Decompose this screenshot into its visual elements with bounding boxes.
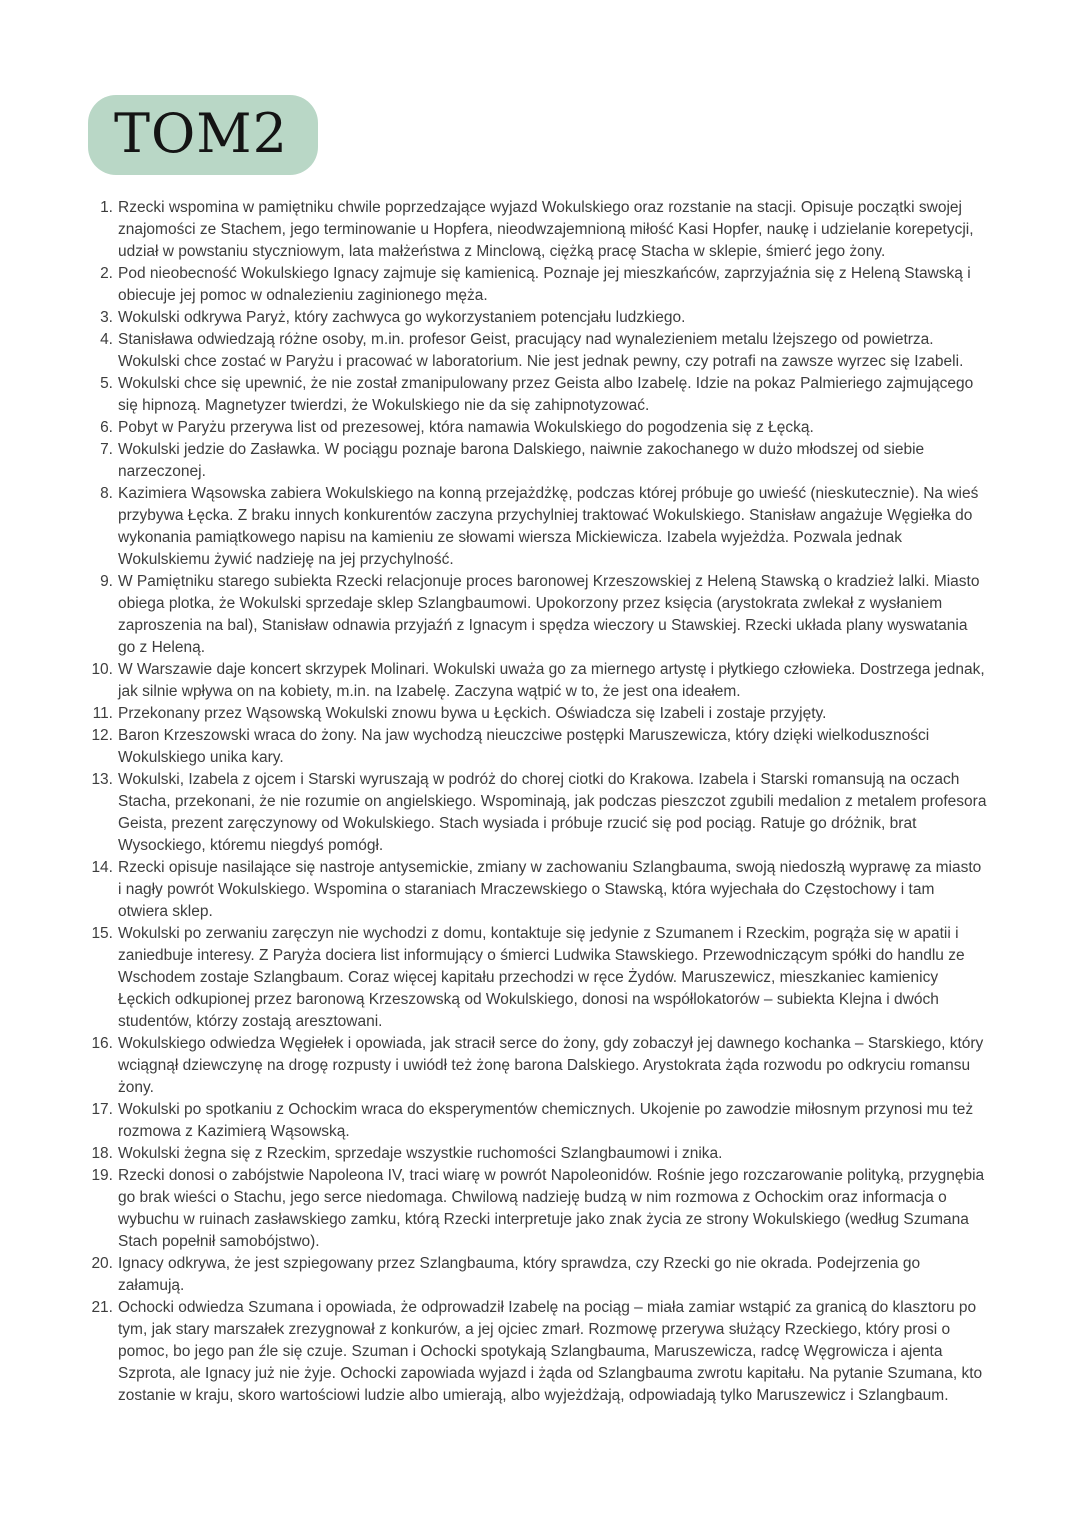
- item-number: 18.: [91, 1145, 113, 1162]
- list-item: [85, 1143, 988, 1165]
- item-number: 15.: [91, 925, 113, 942]
- list-item: [85, 769, 988, 857]
- list-item: [85, 307, 988, 329]
- item-number: 8.: [100, 485, 113, 502]
- item-number: 16.: [91, 1035, 113, 1052]
- item-text: Ochocki odwiedza Szumana i opowiada, że odprowadził Izabelę na pociąg – miała zamiar wstąpić za granicą do klasztoru po tym, jak stary marszałek zrezygnował z konkurów, a jej ojciec zmarł. Rozmowę przerywa służący Rzeckiego, który prosi o pomoc, bo jego pan źle się czuje. Szuman i Ochocki spotykają Szlangbauma, Maruszewicza, radcę Węgrowicza i ajenta Szprota, ale Ignacy już nie żyje. Ochocki zapowiada wyjazd i żąda od Szlangbauma zwrotu kapitału. Na pytanie Szumana, kto zostanie w kraju, skoro wartościowi ludzie albo umierają, albo wyjeżdżają, odpowiadają tylko Maruszewicz i Szlangbaum.: [118, 1299, 983, 1404]
- item-number: 9.: [100, 573, 113, 590]
- item-text: Rzecki donosi o zabójstwie Napoleona IV, traci wiarę w powrót Napoleonidów. Rośnie jego rozczarowanie polityką, przygnębia go brak wieści o Stachu, jego serce niedomaga. Chwilową nadzieję budzą w nim rozmowa z Ochockim oraz informacja o wybuchu w ruinach zasławskiego zamku, którą Rzecki interpretuje jako znak życia ze strony Wokulskiego (według Szumana Stach popełnił samobójstwo).: [118, 1167, 985, 1250]
- list-item: [85, 857, 988, 923]
- list-item: [85, 197, 988, 263]
- list-item: [85, 417, 988, 439]
- list-item: [85, 571, 988, 659]
- item-number: 3.: [100, 309, 113, 326]
- list-item: [85, 439, 988, 483]
- list-item: [85, 483, 988, 571]
- item-text: W Warszawie daje koncert skrzypek Molinari. Wokulski uważa go za miernego artystę i płytkiego człowieka. Dostrzega jednak, jak silnie wpływa on na kobiety, m.in. na Izabelę. Zaczyna wątpić w to, że jest ona ideałem.: [118, 661, 985, 700]
- item-text: Wokulski po spotkaniu z Ochockim wraca do eksperymentów chemicznych. Ukojenie po zawodzie miłosnym przynosi mu też rozmowa z Kazimierą Wąsowską.: [118, 1101, 974, 1140]
- item-number: 17.: [91, 1101, 113, 1118]
- item-text: Rzecki wspomina w pamiętniku chwile poprzedzające wyjazd Wokulskiego oraz rozstanie na stacji. Opisuje początki swojej znajomości ze Stachem, jego terminowanie u Hopfera, nieodwzajemnioną miłość Kasi Hopfer, naukę i udzielanie korepetycji, udział w powstaniu styczniowym, lata małżeństwa z Minclową, ciężką pracę Stacha w sklepie, śmierć jego żony.: [118, 199, 974, 260]
- item-text: Wokulski żegna się z Rzeckim, sprzedaje wszystkie ruchomości Szlangbaumowi i znika.: [118, 1145, 723, 1162]
- title-badge: [88, 95, 318, 175]
- list-item: [85, 329, 988, 373]
- list-item: [85, 373, 988, 417]
- item-number: 20.: [91, 1255, 113, 1272]
- list-item: [85, 659, 988, 703]
- item-text: Wokulski chce się upewnić, że nie został zmanipulowany przez Geista albo Izabelę. Idzie na pokaz Palmieriego zajmującego się hipnozą. Magnetyzer twierdzi, że Wokulskiego nie da się zahipnotyzować.: [118, 375, 974, 414]
- item-number: 2.: [100, 265, 113, 282]
- item-text: Wokulski po zerwaniu zaręczyn nie wychodzi z domu, kontaktuje się jedynie z Szumanem i Rzeckim, pogrąża się w apatii i zaniedbuje interesy. Z Paryża dociera list informujący o śmierci Ludwika Stawskiego. Przewodniczącym spółki do handlu ze Wschodem zostaje Szlangbaum. Coraz więcej kapitału przechodzi w ręce Żydów. Maruszewicz, mieszkaniec kamienicy Łęckich odkupionej przez baronową Krzeszowską od Wokulskiego, donosi na współlokatorów – subiekta Klejna i dwóch studentów, którzy zostają aresztowani.: [118, 925, 965, 1030]
- item-text: Wokulski, Izabela z ojcem i Starski wyruszają w podróż do chorej ciotki do Krakowa. Izabela i Starski romansują na oczach Stacha, przekonani, że nie rozumie on angielskiego. Wspominają, jak podczas pieszczot zgubili medalion z metalem profesora Geista, prezent zaręczynowy od Wokulskiego. Stach wysiada i próbuje rzucić się pod pociąg. Ratuje go dróżnik, brat Wysockiego, któremu niegdyś pomógł.: [118, 771, 987, 854]
- item-text: Rzecki opisuje nasilające się nastroje antysemickie, zmiany w zachowaniu Szlangbauma, swoją niedoszłą wyprawę za miasto i nagły powrót Wokulskiego. Wspomina o staraniach Mraczewskiego o Stawską, która wyjechała do Częstochowy i tam otwiera sklep.: [118, 859, 982, 920]
- item-text: Kazimiera Wąsowska zabiera Wokulskiego na konną przejażdżkę, podczas której próbuje go uwieść (nieskutecznie). Na wieś przybywa Łęcka. Z braku innych konkurentów zaczyna przychylniej traktować Wokulskiego. Stanisław angażuje Węgiełka do wykonania pamiątkowego napisu na kamieniu ze słowami wiersza Mickiewicza. Izabela wyjeżdża. Pozwala jednak Wokulskiemu żywić nadzieję na jej przychylność.: [118, 485, 979, 568]
- item-number: 10.: [91, 661, 113, 678]
- list-item: [85, 923, 988, 1033]
- list-item: [85, 703, 988, 725]
- page-title: TOM2: [114, 102, 288, 165]
- list-item: [85, 263, 988, 307]
- item-text: Wokulskiego odwiedza Węgiełek i opowiada, jak stracił serce do żony, gdy zobaczył jej dawnego kochanka – Starskiego, który wciągnął dziewczynę na drogę rozpusty i uwiódł też żonę barona Dalskiego. Arystokrata żąda rozwodu po odkryciu romansu żony.: [118, 1035, 984, 1096]
- item-text: Pod nieobecność Wokulskiego Ignacy zajmuje się kamienicą. Poznaje jej mieszkańców, zaprzyjaźnia się z Heleną Stawską i obiecuje jej pomoc w odnalezieniu zaginionego męża.: [118, 265, 971, 304]
- item-number: 11.: [92, 705, 113, 722]
- item-number: 12.: [91, 727, 113, 744]
- item-number: 4.: [100, 331, 113, 348]
- item-text: Przekonany przez Wąsowską Wokulski znowu bywa u Łęckich. Oświadcza się Izabeli i zostaje przyjęty.: [118, 705, 827, 722]
- item-number: 7.: [100, 441, 113, 458]
- list-item: [85, 1099, 988, 1143]
- item-text: Wokulski odkrywa Paryż, który zachwyca go wykorzystaniem potencjału ludzkiego.: [118, 309, 686, 326]
- list-item: [85, 725, 988, 769]
- list-item: [85, 1297, 988, 1407]
- summary-list: [85, 197, 988, 1407]
- item-text: Baron Krzeszowski wraca do żony. Na jaw wychodzą nieuczciwe postępki Maruszewicza, który dzięki wielkoduszności Wokulskiego unika kary.: [118, 727, 930, 766]
- item-text: Stanisława odwiedzają różne osoby, m.in. profesor Geist, pracujący nad wynalezieniem metalu lżejszego od powietrza. Wokulski chce zostać w Paryżu i pracować w laboratorium. Nie jest jednak pewny, czy potrafi na zawsze wyrzec się Izabeli.: [118, 331, 964, 370]
- item-text: W Pamiętniku starego subiekta Rzecki relacjonuje proces baronowej Krzeszowskiej z Heleną Stawską o kradzież lalki. Miasto obiega plotka, że Wokulski sprzedaje sklep Szlangbaumowi. Upokorzony przez księcia (arystokrata zwlekał z wysłaniem zaproszenia na bal), Stanisław odnawia przyjaźń z Ignacym i spędza wieczory u Stawskiej. Rzecki układa plany wyswatania go z Heleną.: [118, 573, 980, 656]
- item-number: 5.: [100, 375, 113, 392]
- item-number: 14.: [91, 859, 113, 876]
- list-item: [85, 1253, 988, 1297]
- item-number: 13.: [91, 771, 113, 788]
- list-item: [85, 1165, 988, 1253]
- item-number: 6.: [100, 419, 113, 436]
- item-text: Ignacy odkrywa, że jest szpiegowany przez Szlangbauma, który sprawdza, czy Rzecki go nie okrada. Podejrzenia go załamują.: [118, 1255, 921, 1294]
- item-number: 19.: [91, 1167, 113, 1184]
- item-number: 1.: [100, 199, 113, 216]
- item-text: Pobyt w Paryżu przerywa list od prezesowej, która namawia Wokulskiego do pogodzenia się z Łęcką.: [118, 419, 814, 436]
- item-number: 21.: [91, 1299, 113, 1316]
- list-item: [85, 1033, 988, 1099]
- item-text: Wokulski jedzie do Zasławka. W pociągu poznaje barona Dalskiego, naiwnie zakochanego w dużo młodszej od siebie narzeczonej.: [118, 441, 925, 480]
